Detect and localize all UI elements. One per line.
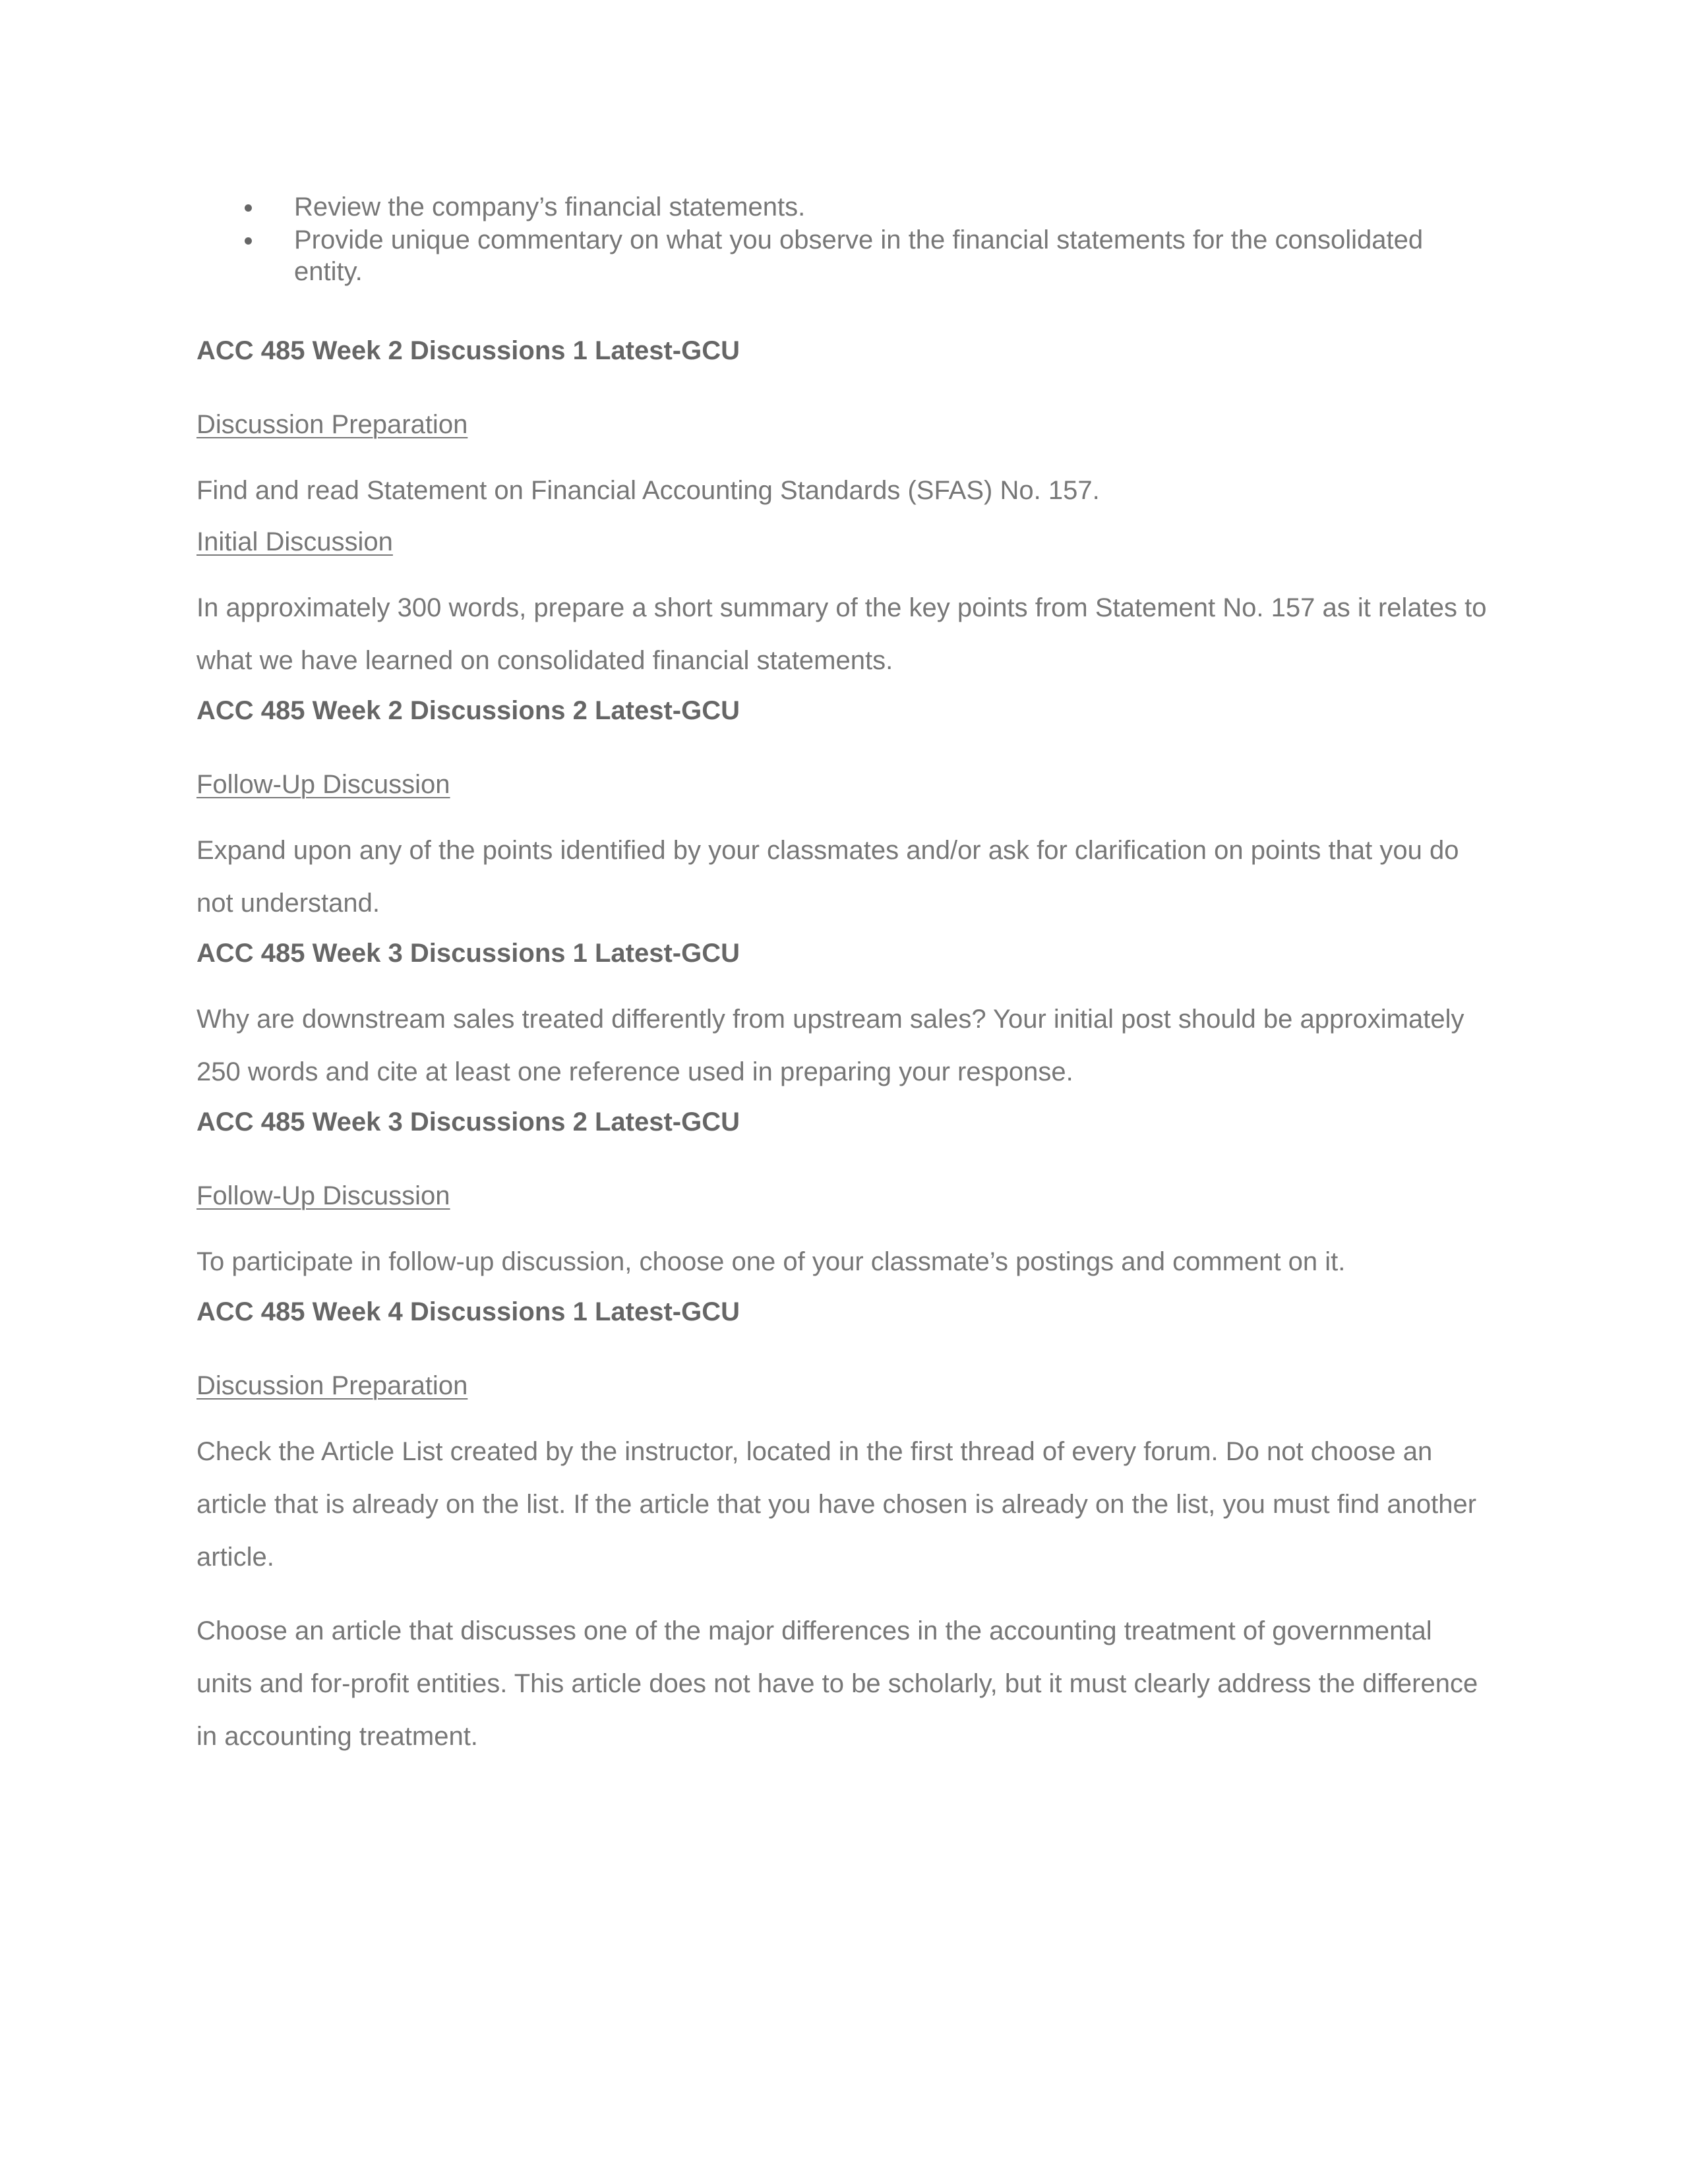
- paragraph: Choose an article that discusses one of the major differences in the accounting treatment of governmental units and for-profit entities. This article does not have to be scholarly, but it must clearly address the difference in accounting treatment.: [196, 1616, 1478, 1751]
- bullet-dot-icon: [245, 204, 252, 212]
- section-subheading: Follow-Up Discussion: [196, 770, 450, 799]
- section-subheading: Discussion Preparation: [196, 410, 468, 439]
- section-heading: ACC 485 Week 3 Discussions 2 Latest-GCU: [196, 1107, 740, 1136]
- paragraph: In approximately 300 words, prepare a short summary of the key points from Statement No. 157 as it relates to what we have learned on consolidated financial statements.: [196, 593, 1487, 675]
- paragraph: To participate in follow-up discussion, choose one of your classmate’s postings and comment on it.: [196, 1247, 1346, 1276]
- bullet-dot-icon: [245, 237, 252, 245]
- section-heading: ACC 485 Week 3 Discussions 1 Latest-GCU: [196, 939, 740, 968]
- bullet-item: [196, 224, 1489, 287]
- section-subheading: Discussion Preparation: [196, 1371, 468, 1400]
- section-heading: ACC 485 Week 2 Discussions 1 Latest-GCU: [196, 336, 740, 365]
- bullet-text: Review the company’s financial statements.: [294, 192, 806, 221]
- section-heading: ACC 485 Week 4 Discussions 1 Latest-GCU: [196, 1297, 740, 1326]
- paragraph: Why are downstream sales treated differently from upstream sales? Your initial post should be approximately 250 words and cite at least one reference used in preparing your response.: [196, 1005, 1464, 1086]
- paragraph: Find and read Statement on Financial Accounting Standards (SFAS) No. 157.: [196, 476, 1100, 505]
- section-heading: ACC 485 Week 2 Discussions 2 Latest-GCU: [196, 696, 740, 725]
- bullet-list: [196, 191, 1489, 287]
- bullet-item: [196, 191, 1489, 223]
- paragraph: Check the Article List created by the instructor, located in the first thread of every forum. Do not choose an article that is already on the list. If the article that you have chosen is already on the list, you must find another article.: [196, 1437, 1477, 1572]
- section-subheading: Follow-Up Discussion: [196, 1181, 450, 1210]
- section-subheading: Initial Discussion: [196, 527, 393, 556]
- document-page: [196, 191, 1489, 1763]
- paragraph: Expand upon any of the points identified by your classmates and/or ask for clarification on points that you do not understand.: [196, 836, 1459, 918]
- bullet-text: Provide unique commentary on what you observe in the financial statements for the consolidated entity.: [294, 225, 1424, 286]
